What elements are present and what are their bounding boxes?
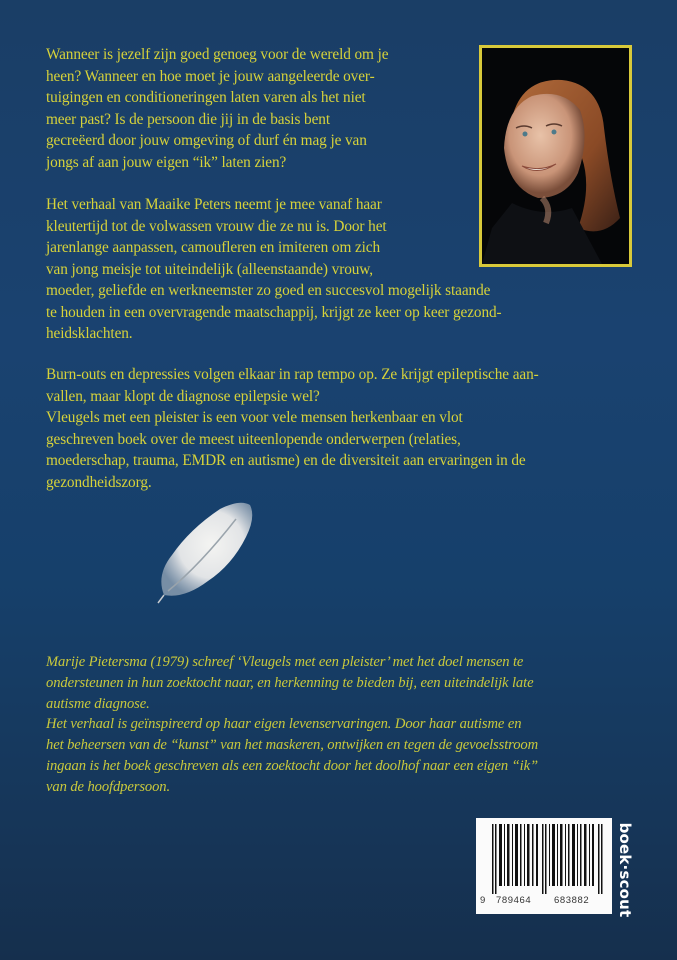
text-line: van de hoofdpersoon.	[46, 778, 171, 795]
text-line: Het verhaal van Maaike Peters neemt je mee vanaf haar	[46, 196, 382, 213]
barcode-icon	[490, 824, 606, 894]
publisher-name: boek·scout	[616, 822, 634, 918]
text-line: moederschap, trauma, EMDR en autisme) en de diversiteit aan ervaringen in de	[46, 452, 526, 469]
text-line: het beheersen van de “kunst” van het maskeren, ontwijken en tegen de gevoelsstroom	[46, 737, 539, 754]
isbn-first-digit: 9	[480, 895, 486, 906]
text-line: meer past? Is de persoon die jij in de basis bent	[46, 110, 330, 128]
author-portrait-icon	[482, 48, 629, 264]
feather-icon	[150, 495, 260, 610]
text-line: heidsklachten.	[46, 325, 133, 342]
text-line: Burn-outs en depressies volgen elkaar in rap tempo op. Ze krijgt epileptische aan-	[46, 366, 539, 383]
text-line: gecreëerd door jouw omgeving of durf én mag je van	[46, 132, 367, 149]
text-line: kleutertijd tot de volwassen vrouw die ze nu is. Door het	[46, 217, 387, 235]
text-line: te houden in een overvragende maatschappij, krijgt ze keer op keer gezond-	[46, 303, 502, 321]
text-line: autisme diagnose.	[46, 695, 150, 712]
isbn-barcode	[476, 818, 612, 914]
text-line: tuigingen en conditioneringen laten varen als het niet	[46, 89, 366, 106]
text-line: vallen, maar klopt de diagnose epilepsie wel?	[46, 387, 320, 405]
text-line: Marije Pietersma (1979) schreef ‘Vleugels met een pleister’ met het doel mensen te	[46, 654, 524, 670]
author-bio	[46, 652, 538, 798]
isbn-left-group: 789464	[496, 895, 532, 906]
text-line: Wanneer is jezelf zijn goed genoeg voor de wereld om je	[46, 46, 389, 63]
text-line: geschreven boek over de meest uiteenlopende onderwerpen (relaties,	[46, 430, 461, 448]
text-line: gezondheidszorg.	[46, 473, 152, 491]
text-line: van jong meisje tot uiteindelijk (alleenstaande) vrouw,	[46, 260, 373, 278]
publisher-logo	[612, 820, 638, 920]
text-line: Het verhaal is geïnspireerd op haar eigen levenservaringen. Door haar autisme en	[46, 716, 522, 733]
author-photo	[479, 45, 632, 267]
blurb-paragraph-1	[46, 44, 388, 173]
text-line: ondersteunen in hun zoektocht naar, en herkenning te bieden bij, een uiteindelijk late	[46, 674, 534, 691]
text-line: ingaan is het boek geschreven als een zoektocht door het doolhof naar een eigen “ik”	[46, 757, 538, 774]
text-line: jarenlange aanpassen, camoufleren en imiteren om zich	[46, 239, 381, 256]
isbn-right-group: 683882	[554, 895, 590, 906]
text-line: heen? Wanneer en hoe moet je jouw aangeleerde over-	[46, 67, 375, 85]
text-line: moeder, geliefde en werkneemster zo goed en succesvol mogelijk staande	[46, 282, 491, 299]
blurb-paragraph-3	[46, 364, 539, 493]
blurb-paragraph-2	[46, 194, 502, 345]
text-line: Vleugels met een pleister is een voor vele mensen herkenbaar en vlot	[46, 409, 463, 426]
text-line: jongs af aan jouw eigen “ik” laten zien?	[46, 153, 287, 171]
